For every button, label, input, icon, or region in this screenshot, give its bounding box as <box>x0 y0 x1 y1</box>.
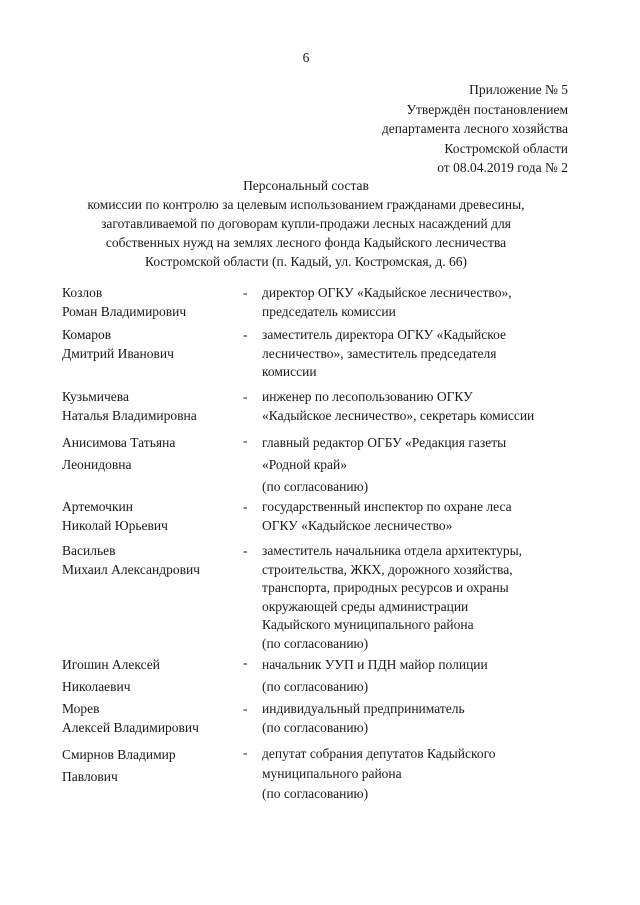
role-line: (по согласованию) <box>262 635 369 651</box>
member-name <box>62 542 237 579</box>
member-dash: - <box>243 389 248 404</box>
role-line: (по согласованию) <box>262 479 369 494</box>
role-line: муниципального района <box>262 766 402 781</box>
member-role <box>262 654 562 698</box>
role-line: лесничество», заместитель председателя <box>262 345 497 361</box>
member-name <box>62 388 237 425</box>
member-name <box>62 284 237 321</box>
member-role <box>262 700 562 737</box>
member-name <box>62 326 237 363</box>
role-line: государственный инспектор по охране леса <box>262 499 512 514</box>
role-line: строительства, ЖКХ, дорожного хозяйства, <box>262 561 513 577</box>
member-given-names: Наталья Владимировна <box>62 407 197 423</box>
member-dash: - <box>243 655 248 670</box>
member-role <box>262 284 562 321</box>
role-line: начальник УУП и ПДН майор полиции <box>262 657 488 672</box>
member-name <box>62 744 237 788</box>
heading-line: комиссии по контролю за целевым использованием гражданами древесины, <box>87 197 525 212</box>
role-line: депутат собрания депутатов Кадыйского <box>262 746 496 761</box>
member-surname: Смирнов Владимир <box>62 747 176 762</box>
approval-line-department: департамента лесного хозяйства <box>381 121 568 136</box>
role-line: директор ОГКУ «Кадыйское лесничество», <box>262 285 512 300</box>
member-role <box>262 388 562 425</box>
member-given-names: Михаил Александрович <box>62 561 200 577</box>
page-number: 6 <box>302 50 310 65</box>
member-dash: - <box>243 499 248 514</box>
role-line: заместитель начальника отдела архитектуры, <box>262 543 523 558</box>
member-surname: Козлов <box>62 285 103 300</box>
member-surname: Кузьмичева <box>62 389 129 404</box>
role-line: индивидуальный предприниматель <box>262 701 465 716</box>
role-line: «Кадыйское лесничество», секретарь комиссии <box>262 407 535 423</box>
member-role <box>262 542 562 653</box>
member-dash: - <box>243 285 248 300</box>
member-given-names: Павлович <box>62 769 118 784</box>
heading-title: Персональный состав <box>243 178 369 193</box>
role-line: заместитель директора ОГКУ «Кадыйское <box>262 327 507 342</box>
member-dash: - <box>243 543 248 558</box>
member-given-names: Алексей Владимирович <box>62 719 199 735</box>
approval-line-region: Костромской области <box>444 140 568 156</box>
approval-line-approved: Утверждён постановлением <box>406 101 568 117</box>
role-line: «Родной край» <box>262 457 348 472</box>
role-line: (по согласованию) <box>262 679 369 694</box>
member-name <box>62 432 237 476</box>
heading-line: Костромской области (п. Кадый, ул. Костромская, д. 66) <box>145 254 467 269</box>
member-name <box>62 654 237 698</box>
role-line: главный редактор ОГБУ «Редакция газеты <box>262 435 507 450</box>
role-line: инженер по лесопользованию ОГКУ <box>262 389 473 404</box>
member-surname: Васильев <box>62 543 116 558</box>
member-dash: - <box>243 433 248 448</box>
member-surname: Артемочкин <box>62 499 133 514</box>
approval-line-appendix: Приложение № 5 <box>469 82 568 97</box>
member-given-names: Леонидовна <box>62 457 132 472</box>
member-given-names: Роман Владимирович <box>62 303 187 319</box>
member-role <box>262 326 562 382</box>
member-surname: Морев <box>62 701 100 716</box>
role-line: комиссии <box>262 364 317 379</box>
role-line: (по согласованию) <box>262 786 369 801</box>
member-surname: Комаров <box>62 327 112 342</box>
member-role <box>262 432 562 498</box>
role-line: окружающей среды администрации <box>262 598 469 614</box>
role-line: ОГКУ «Кадыйское лесничество» <box>262 517 453 533</box>
role-line: транспорта, природных ресурсов и охраны <box>262 580 509 595</box>
member-given-names: Николай Юрьевич <box>62 517 168 533</box>
member-name <box>62 498 237 535</box>
role-line: Кадыйского муниципального района <box>262 617 474 632</box>
heading-line: заготавливаемой по договорам купли-продажи лесных насаждений для <box>101 216 511 231</box>
role-line: (по согласованию) <box>262 719 369 735</box>
member-name <box>62 700 237 737</box>
member-given-names: Дмитрий Иванович <box>62 345 174 361</box>
approval-block <box>382 80 568 178</box>
member-surname: Игошин Алексей <box>62 657 160 672</box>
document-heading <box>0 176 612 271</box>
member-dash: - <box>243 327 248 342</box>
member-dash: - <box>243 745 248 760</box>
member-dash: - <box>243 701 248 716</box>
member-surname: Анисимова Татьяна <box>62 435 176 450</box>
member-role <box>262 498 562 535</box>
member-given-names: Николаевич <box>62 679 131 694</box>
heading-line: собственных нужд на землях лесного фонда Кадыйского лесничества <box>105 235 507 250</box>
approval-line-date: от 08.04.2019 года № 2 <box>437 160 568 175</box>
member-role <box>262 744 562 804</box>
role-line: председатель комиссии <box>262 303 396 319</box>
